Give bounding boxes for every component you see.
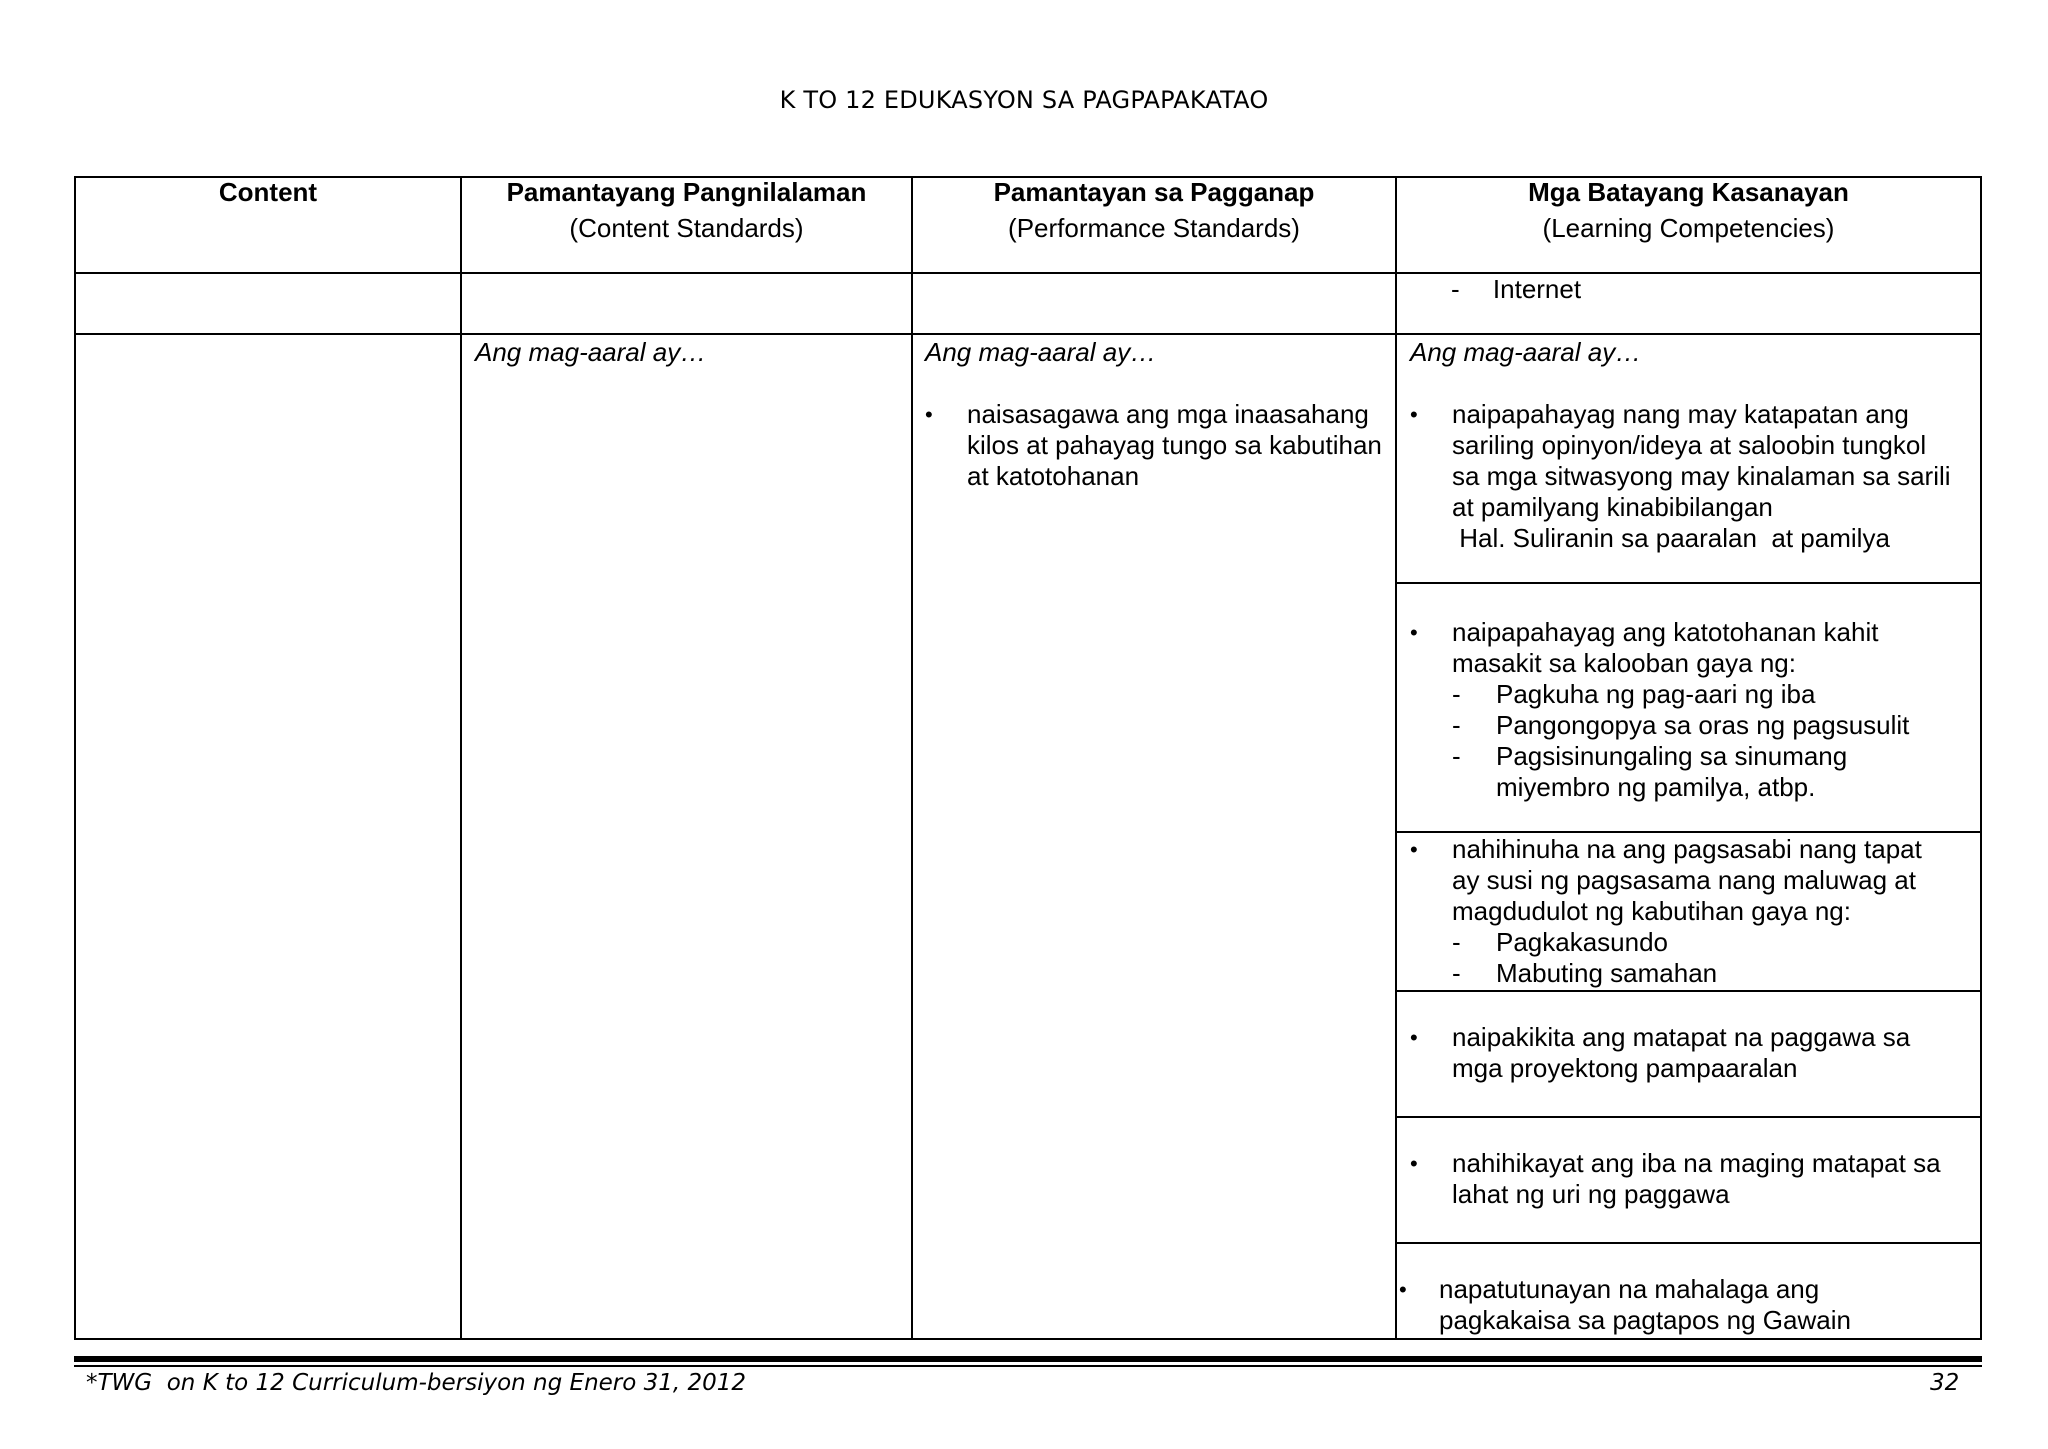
competency-line: nahihinuha na ang pagsasabi nang tapat (1452, 834, 1922, 864)
competency-line: pagkakaisa sa pagtapos ng Gawain (1439, 1305, 1851, 1335)
competency-line: at pamilyang kinabibilangan (1452, 492, 1773, 522)
sub-item-continuation (1452, 772, 1978, 803)
bullet-marker: • (925, 402, 933, 427)
dash-marker: - (1452, 927, 1461, 957)
row1-bottom-border (74, 333, 1982, 335)
bullet-marker: • (1410, 1025, 1418, 1050)
dash-marker: - (1452, 741, 1461, 771)
bullet-marker: • (1410, 1151, 1418, 1176)
col-divider-3 (1395, 176, 1397, 1340)
competency-2 (1410, 617, 1978, 803)
sub-item (1452, 679, 1978, 710)
sub-item-text: Pagsisinungaling sa sinumang (1496, 741, 1848, 771)
footer-note: *TWG on K to 12 Curriculum-bersiyon ng Enero 31, 2012 (86, 1370, 747, 1396)
competency-line: sariling opinyon/ideya at saloobin tungkol (1452, 430, 1927, 460)
competency-example: Hal. Suliranin sa paaralan at pamilya (1452, 523, 1890, 553)
header-learning-competencies-title: Mga Batayang Kasanayan (1528, 177, 1849, 207)
row1-text: Internet (1492, 274, 1582, 304)
header-learning-competencies (1397, 177, 1980, 244)
comp3-divider (1396, 990, 1982, 992)
comp2-divider (1396, 831, 1982, 833)
sub-item-text: Mabuting samahan (1496, 958, 1718, 988)
competency-line: naipakikita ang matapat na paggawa sa (1452, 1022, 1911, 1052)
performance-standards-intro: Ang mag-aaral ay… (925, 337, 1157, 367)
table-bottom-border (74, 1338, 1982, 1340)
competency-line: ay susi ng pagsasama nang maluwag at (1452, 865, 1916, 895)
competency-6 (1399, 1274, 1979, 1336)
table-left-border (74, 176, 76, 1340)
dash-marker: - (1452, 710, 1461, 740)
page-number: 32 (1930, 1370, 1960, 1396)
sub-item-text: Pagkuha ng pag-aari ng iba (1496, 679, 1816, 709)
competency-line: naipapahayag ang katotohanan kahit (1452, 617, 1879, 647)
competency-line: sa mga sitwasyong may kinalaman sa sarili (1452, 461, 1951, 491)
sub-item (1452, 741, 1978, 772)
sub-item-text: Pangongopya sa oras ng pagsusulit (1496, 710, 1910, 740)
header-bottom-border (74, 272, 1982, 274)
dash-marker: - (1452, 679, 1461, 709)
comp4-divider (1396, 1116, 1982, 1118)
footer-rule-thick (74, 1356, 1982, 1362)
competency-3 (1410, 834, 1978, 989)
header-content-standards (462, 177, 911, 244)
sub-item (1452, 958, 1978, 989)
row1-competency (1451, 274, 1581, 305)
bullet-marker: • (1399, 1277, 1407, 1302)
sub-item (1452, 710, 1978, 741)
header-performance-standards-subtitle: (Performance Standards) (1008, 213, 1300, 243)
bullet-marker: • (1410, 402, 1418, 427)
competency-line: naipapahayag nang may katapatan ang (1452, 399, 1909, 429)
competency-5 (1410, 1148, 1978, 1210)
performance-standard-text: naisasagawa ang mga inaasahang kilos at pahayag tungo sa kabutihan at katotohanan (967, 399, 1382, 491)
header-content-standards-title: Pamantayang Pangnilalaman (506, 177, 867, 207)
col-divider-1 (460, 176, 462, 1340)
comp5-divider (1396, 1242, 1982, 1244)
sub-item-text: miyembro ng pamilya, atbp. (1496, 772, 1816, 802)
content-standards-intro: Ang mag-aaral ay… (475, 337, 707, 367)
page-title: K TO 12 EDUKASYON SA PAGPAPAKATAO (779, 86, 1269, 114)
competency-line: magdudulot ng kabutihan gaya ng: (1452, 896, 1851, 926)
bullet-marker: • (1410, 837, 1418, 862)
col-divider-2 (911, 176, 913, 1340)
competency-line: napatutunayan na mahalaga ang (1439, 1274, 1820, 1304)
competency-line: masakit sa kalooban gaya ng: (1452, 648, 1796, 678)
header-learning-competencies-subtitle: (Learning Competencies) (1542, 213, 1835, 243)
header-performance-standards-title: Pamantayan sa Pagganap (993, 177, 1315, 207)
competency-4 (1410, 1022, 1978, 1084)
competency-1 (1410, 399, 1978, 554)
header-content-standards-subtitle: (Content Standards) (569, 213, 804, 243)
sub-item (1452, 927, 1978, 958)
sub-item-text: Pagkakasundo (1496, 927, 1669, 957)
dash-marker: - (1451, 274, 1460, 304)
competency-line: nahihikayat ang iba na maging matapat sa (1452, 1148, 1941, 1178)
footer-rule-thin (74, 1365, 1982, 1367)
competency-line: mga proyektong pampaaralan (1452, 1053, 1798, 1083)
bullet-marker: • (1410, 620, 1418, 645)
dash-marker: - (1452, 958, 1461, 988)
performance-standard-item (925, 399, 1391, 492)
table-right-border (1980, 176, 1982, 1340)
header-content (76, 177, 460, 208)
competencies-intro: Ang mag-aaral ay… (1410, 337, 1642, 367)
header-performance-standards (913, 177, 1395, 244)
competency-line: lahat ng uri ng paggawa (1452, 1179, 1730, 1209)
comp1-divider (1396, 582, 1982, 584)
header-content-title: Content (218, 177, 318, 207)
